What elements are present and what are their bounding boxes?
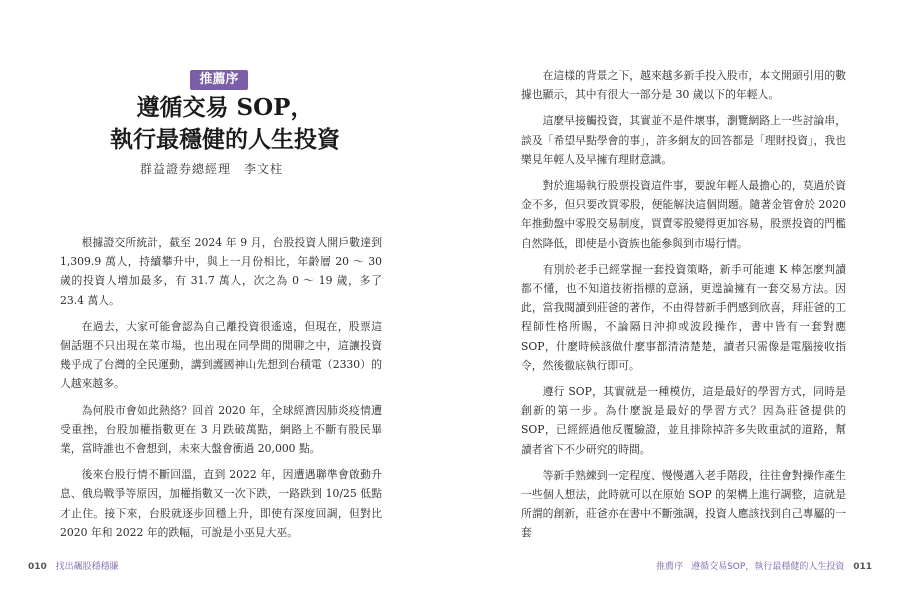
running-head-title: 遵循交易SOP，執行最穩健的人生投資 — [691, 562, 845, 572]
running-head-prefix: 推薦序 — [656, 562, 684, 572]
paragraph: 在這樣的背景之下，越來越多新手投入股市，本文開頭引用的數據也顯示，其中有很大一部分是 30 歲以下的年輕人。 — [521, 69, 846, 102]
footer-left — [28, 559, 119, 572]
page-number: 010 — [28, 562, 47, 572]
section-tag: 推薦序 — [190, 70, 248, 90]
paragraph: 對於進場執行股票投資這件事，要說年輕人最擔心的，莫過於資金不多，但只要改買零股，便能解決這個問題。隨著金管會於 2020 年推動盤中零股交易制度，買賣零股變得更加容易，股票投資的門檻自然降低，即使是小資族也能參與到市場行情。 — [521, 179, 846, 250]
paragraph: 為何股市會如此熱絡？回首 2020 年，全球經濟因肺炎疫情遭受重挫，台股加權指數更在 3 月跌破萬點，網路上不斷有股民畢業，當時誰也不會想到，未來大盤會衝過 20,000 點。 — [60, 403, 382, 456]
title-line-1: 遵循交易 SOP， — [136, 94, 314, 121]
paragraph: 根據證交所統計，截至 2024 年 9 月，台股投資人開戶數達到 1,309.9 萬人，持續攀升中，與上一月份相比，年齡層 20 ～ 30 歲的投資人增加最多，有 31.7 萬人，次之為 0 ～ 19 歲，多了 23.4 萬人。 — [60, 236, 382, 307]
paragraph: 有別於老手已經掌握一套投資策略，新手可能連 K 棒怎麼判讀都不懂，也不知道技術指標的意涵，更遑論擁有一套交易方法。因此，當我閱讀到莊爸的著作，不由得替新手們感到欣喜，拜莊爸的工程師性格所賜，不論隔日沖抑或波段操作，書中皆有一套對應 SOP，什麼時候該做什麼事都清清楚楚，讀者只需像是電腦接收指令，然後徹底執行即可。 — [521, 262, 846, 372]
page-title — [60, 92, 390, 156]
running-head: 找出飆股穩穩賺 — [55, 562, 119, 572]
footer-right — [656, 559, 872, 572]
running-head-right — [656, 562, 844, 572]
body-text-right — [521, 66, 846, 550]
paragraph: 後來台股行情不斷回溫，直到 2022 年，因遭遇聯準會啟動升息、俄烏戰爭等原因，加權指數又一次下跌，一路跌到 10/25 低點才止住。接下來，台股就逐步回穩上升，即使有深度回調，但對比 2020 年和 2022 年的跌幅，可說是小巫見大巫。 — [60, 468, 382, 539]
page-number: 011 — [853, 562, 872, 572]
paragraph: 遵行 SOP，其實就是一種模仿，這是最好的學習方式，同時是創新的第一步。為什麼說是最好的學習方式？因為莊爸提供的 SOP，已經經過他反覆驗證，並且排除掉許多失敗重試的道路，幫讀者省下不少研究的時間。 — [521, 385, 846, 456]
title-line-2: 執行最穩健的人生投資 — [110, 126, 340, 153]
paragraph: 等新手熟練到一定程度、慢慢邁入老手階段，往往會對操作產生一些個人想法，此時就可以在原始 SOP 的架構上進行調整，這就是所謂的創新，莊爸亦在書中不斷強調，投資人應該找到自己專屬的一套 — [521, 468, 846, 540]
paragraph: 在過去，大家可能會認為自己離投資很遙遠，但現在，股票這個話題不只出現在菜市場，也出現在同學間的閒聊之中，這讓投資幾乎成了台灣的全民運動，講到護國神山先想到台積電（2330）的人越來越多。 — [60, 319, 382, 391]
body-text-left — [60, 233, 382, 549]
paragraph: 這麼早接觸投資，其實並不是件壞事，瀏覽網路上一些討論串，談及「希望早點學會的事」，許多網友的回答都是「理財投資」，我也樂見年輕人及早擁有理財意識。 — [521, 114, 846, 166]
author-byline: 群益證券總經理 李文柱 — [140, 162, 284, 176]
